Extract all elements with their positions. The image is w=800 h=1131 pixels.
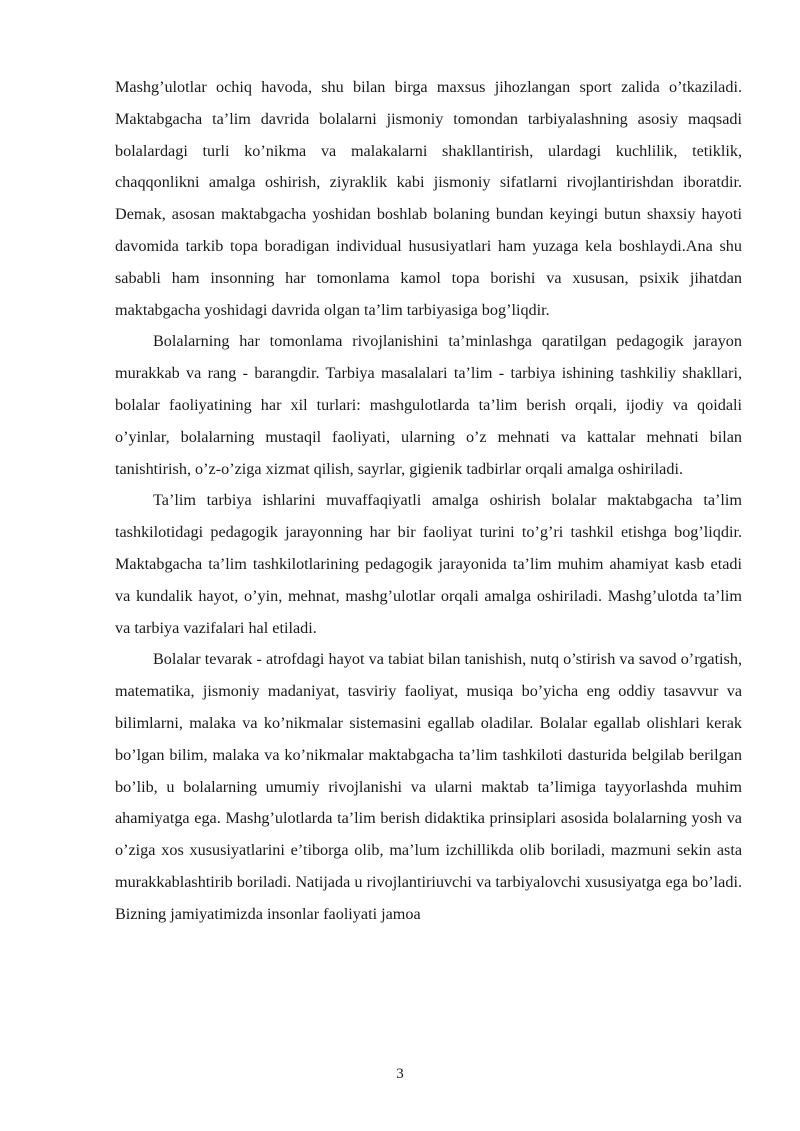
paragraph-continued: Mashg’ulotlar ochiq havoda, shu bilan birga maxsus jihozlangan sport zalida o’tkaziladi. Maktabgacha ta’lim davrida bolalarni jismoniy tomondan tarbiyalashning asosiy maqsadi bolalardagi turli ko’nikma va malakalarni shakllantirish, ulardagi kuchlilik, tetiklik, chaqqonlikni amalga oshirish, ziyraklik kabi jismoniy sifatlarni rivojlantirishdan iboratdir. Demak, asosan maktabgacha yoshidan boshlab bolaning bundan keyingi butun shaxsiy hayoti davomida tarkib topa boradigan individual hususiyatlari ham yuzaga kela boshlaydi.Ana shu sababli ham insonning har tomonlama kamol topa borishi va xususan, psixik jihatdan maktabgacha yoshidagi davrida olgan ta’lim tarbiyasiga bog’liqdir. bbox=[115, 78, 742, 319]
body-text bbox=[115, 72, 742, 931]
page-number: 3 bbox=[396, 1066, 404, 1082]
paragraph: Ta’lim tarbiya ishlarini muvaffaqiyatli amalga oshirish bolalar maktabgacha ta’lim tashkilotidagi pedagogik jarayonning har bir faoliyat turini to’g’ri tashkil etishga bog’liqdir. Maktabgacha ta’lim tashkilotlarining pedagogik jarayonida ta’lim muhim ahamiyat kasb etadi va kundalik hayot, o’yin, mehnat, mashg’ulotlar orqali amalga oshiriladi. Mashg’ulotda ta’lim va tarbiya vazifalari hal etiladi. bbox=[115, 491, 742, 637]
paragraph: Bolalarning har tomonlama rivojlanishini ta’minlashga qaratilgan pedagogik jarayon murakkab va rang - barangdir. Tarbiya masalalari ta’lim - tarbiya ishining tashkiliy shakllari, bolalar faoliyatining har xil turlari: mashgulotlarda ta’lim berish orqali, ijodiy va qoidali o’yinlar, bolalarning mustaqil faoliyati, ularning o’z mehnati va kattalar mehnati bilan tanishtirish, o’z-o’ziga xizmat qilish, sayrlar, gigienik tadbirlar orqali amalga oshiriladi. bbox=[115, 332, 742, 478]
paragraph-last: Bolalar tevarak - atrofdagi hayot va tabiat bilan tanishish, nutq o’stirish va savod o’rgatish, matematika, jismoniy madaniyat, tasviriy faoliyat, musiqa bo’yicha eng oddiy tasavvur va bilimlarni, malaka va ko’nikmalar sistemasini egallab oladilar. Bolalar egallab olishlari kerak bo’lgan bilim, malaka va ko’nikmalar maktabgacha ta’lim tashkiloti dasturida belgilab berilgan bo’lib, u bolalarning umumiy rivojlanishi va ularni maktab ta’limiga tayyorlashda muhim ahamiyatga ega. Mashg’ulotlarda ta’lim berish didaktika prinsiplari asosida bolalarning yosh va o’ziga xos xususiyatlarini e’tiborga olib, ma’lum izchillikda olib boriladi, mazmuni sekin asta murakkablashtirib boriladi. Natijada u rivojlantiriuvchi va tarbiyalovchi xususiyatga ega bo’ladi. Bizning jamiyatimizda insonlar faoliyati jamoa bbox=[115, 650, 742, 923]
